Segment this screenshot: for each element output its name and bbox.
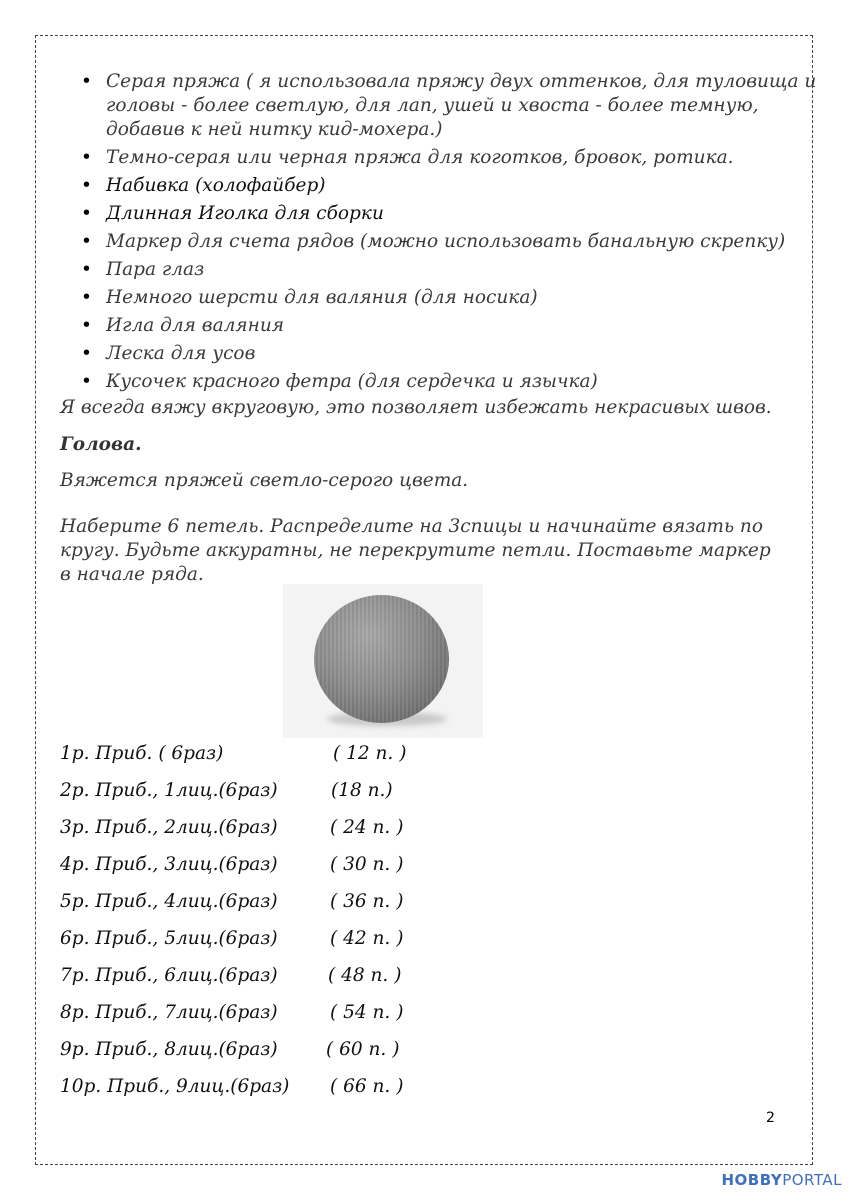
material-text: Пара глаз [106, 259, 205, 280]
knitted-ball-photo [283, 584, 483, 738]
material-item [81, 314, 836, 338]
bullet-icon: • [81, 175, 92, 196]
material-text: Кусочек красного фетра (для сердечка и язычка) [106, 371, 598, 392]
row-instruction: 9р. Приб., 8лиц.(6раз) [60, 1039, 278, 1060]
material-item [81, 174, 836, 198]
bullet-icon: • [81, 231, 92, 252]
row-line [60, 927, 560, 964]
material-item [81, 230, 836, 254]
row-instruction: 5р. Приб., 4лиц.(6раз) [60, 891, 278, 912]
material-item [81, 342, 836, 366]
bullet-icon: • [81, 343, 92, 364]
bullet-icon: • [81, 71, 92, 92]
bullet-icon: • [81, 203, 92, 224]
bullet-icon: • [81, 371, 92, 392]
row-line [60, 890, 560, 927]
brand-part-1: HOBBY [721, 1171, 783, 1189]
stitch-count: ( 66 п. ) [330, 1076, 404, 1097]
material-text: Немного шерсти для валяния (для носика) [106, 287, 538, 308]
material-text: Длинная Иголка для сборки [106, 203, 384, 224]
row-instruction: 2р. Приб., 1лиц.(6раз) [60, 780, 278, 801]
bullet-icon: • [81, 147, 92, 168]
stitch-count: ( 60 п. ) [326, 1039, 400, 1060]
material-text: Леска для усов [106, 343, 256, 364]
start-instructions: Наберите 6 петель. Распределите на 3спицы и начинайте вязать по кругу. Будьте аккуратны, не перекрутите петли. Поставьте маркер в начале ряда. [60, 516, 771, 585]
material-text: Серая пряжа ( я использовала пряжу двух оттенков, для туловища и головы - более светлую, для лап, ушей и хвоста - более темную, добавив к ней нитку кид-мохера.) [106, 71, 817, 140]
bullet-icon: • [81, 259, 92, 280]
row-line [60, 1001, 560, 1038]
materials-list [60, 70, 836, 398]
stitch-count: (18 п.) [331, 780, 393, 801]
material-text: Набивка (холофайбер) [106, 175, 326, 196]
knitted-ball [314, 595, 449, 723]
row-instruction: 3р. Приб., 2лиц.(6раз) [60, 817, 278, 838]
row-instructions [60, 742, 560, 1112]
row-line [60, 816, 560, 853]
row-line [60, 742, 560, 779]
row-line [60, 779, 560, 816]
row-line [60, 1075, 560, 1112]
yarn-note: Вяжется пряжей светло-серого цвета. [60, 470, 469, 491]
row-instruction: 7р. Приб., 6лиц.(6раз) [60, 965, 278, 986]
material-text: Игла для валяния [106, 315, 284, 336]
material-item [81, 202, 836, 226]
material-item [81, 70, 836, 142]
stitch-count: ( 36 п. ) [330, 891, 404, 912]
material-item [81, 146, 836, 170]
brand-logo [721, 1171, 842, 1189]
row-instruction: 1р. Приб. ( 6раз) [60, 743, 224, 764]
stitch-count: ( 30 п. ) [330, 854, 404, 875]
row-instruction: 6р. Приб., 5лиц.(6раз) [60, 928, 278, 949]
row-instruction: 10р. Приб., 9лиц.(6раз) [60, 1076, 290, 1097]
row-line [60, 1038, 560, 1075]
page-number: 2 [766, 1110, 775, 1126]
bullet-icon: • [81, 315, 92, 336]
section-heading: Голова. [60, 434, 142, 455]
material-item [81, 258, 836, 282]
stitch-count: ( 24 п. ) [330, 817, 404, 838]
material-item [81, 286, 836, 310]
row-line [60, 853, 560, 890]
stitch-count: ( 12 п. ) [333, 743, 407, 764]
stitch-count: ( 48 п. ) [328, 965, 402, 986]
stitch-count: ( 42 п. ) [330, 928, 404, 949]
material-text: Маркер для счета рядов (можно использовать банальную скрепку) [106, 231, 786, 252]
row-instruction: 4р. Приб., 3лиц.(6раз) [60, 854, 278, 875]
row-instruction: 8р. Приб., 7лиц.(6раз) [60, 1002, 278, 1023]
row-line [60, 964, 560, 1001]
brand-part-2: PORTAL [782, 1171, 842, 1189]
intro-note: Я всегда вяжу вкруговую, это позволяет избежать некрасивых швов. [60, 397, 772, 418]
bullet-icon: • [81, 287, 92, 308]
material-text: Темно-серая или черная пряжа для коготков, бровок, ротика. [106, 147, 734, 168]
stitch-count: ( 54 п. ) [330, 1002, 404, 1023]
material-item [81, 370, 836, 394]
